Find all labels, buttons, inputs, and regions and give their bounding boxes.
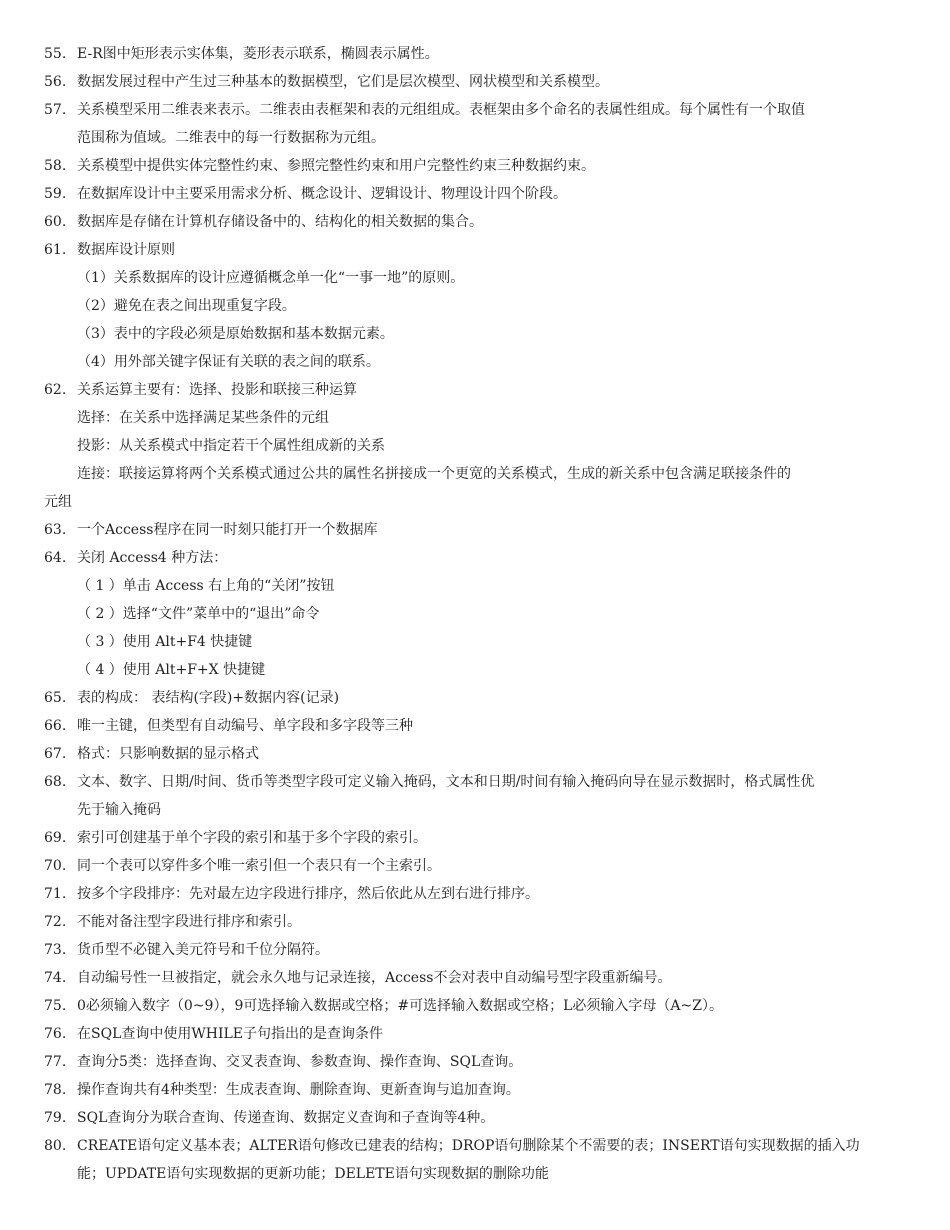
item-text: （ 3 ）使用 Alt+F4 快捷键 [77, 634, 253, 650]
item-number: 58. [44, 158, 67, 174]
item-text: 范围称为值域。二维表中的每一行数据称为元组。 [77, 130, 385, 146]
item-number: 59. [44, 186, 67, 202]
list-item-line [44, 712, 910, 740]
item-number: 61. [44, 242, 67, 258]
item-text: 查询分5类：选择查询、交叉表查询、参数查询、操作查询、SQL查询。 [77, 1054, 523, 1070]
item-number: 69. [44, 830, 67, 846]
list-item-line [44, 992, 910, 1020]
list-item-line [44, 796, 910, 824]
item-text: 关闭 Access4 种方法： [77, 550, 228, 566]
list-item-line [44, 376, 910, 404]
item-text: （1）关系数据库的设计应遵循概念单一化“一事一地”的原则。 [77, 270, 465, 286]
list-item-line [44, 96, 910, 124]
item-number: 72. [44, 914, 67, 930]
item-text: E-R图中矩形表示实体集，菱形表示联系，椭圆表示属性。 [77, 46, 439, 62]
list-item-line [44, 1048, 910, 1076]
list-item-line [44, 124, 910, 152]
item-text: 数据库是存储在计算机存储设备中的、结构化的相关数据的集合。 [77, 214, 483, 230]
list-item-line [44, 880, 910, 908]
sub-item-line [44, 600, 910, 628]
list-item-line [44, 1020, 910, 1048]
sub-item-line [44, 292, 910, 320]
list-item-line [44, 68, 910, 96]
item-text: SQL查询分为联合查询、传递查询、数据定义查询和子查询等4种。 [77, 1110, 495, 1126]
list-item-line [44, 684, 910, 712]
item-text: 唯一主键，但类型有自动编号、单字段和多字段等三种 [77, 718, 413, 734]
item-number: 55. [44, 46, 67, 62]
item-text: （ 4 ）使用 Alt+F+X 快捷键 [77, 662, 266, 678]
item-text: 关系模型采用二维表来表示。二维表由表框架和表的元组组成。表框架由多个命名的表属性组成。每个属性有一个取值 [77, 102, 805, 118]
item-text: 先于输入掩码 [77, 802, 161, 818]
sub-item-line [44, 320, 910, 348]
list-item-line [44, 852, 910, 880]
item-text: 连接：联接运算将两个关系模式通过公共的属性名拼接成一个更宽的关系模式，生成的新关系中包含满足联接条件的 [77, 466, 791, 482]
sub-item-line [44, 432, 910, 460]
item-text: CREATE语句定义基本表；ALTER语句修改已建表的结构；DROP语句删除某个不需要的表；INSERT语句实现数据的插入功 [77, 1138, 860, 1154]
item-text: 索引可创建基于单个字段的索引和基于多个字段的索引。 [77, 830, 427, 846]
item-number: 63. [44, 522, 67, 538]
list-item-line [44, 180, 910, 208]
item-number: 74. [44, 970, 67, 986]
list-item-line [44, 544, 910, 572]
item-text: 自动编号性一旦被指定，就会永久地与记录连接，Access不会对表中自动编号型字段重新编号。 [77, 970, 672, 986]
item-text: 选择：在关系中选择满足某些条件的元组 [77, 410, 329, 426]
item-number: 65. [44, 690, 67, 706]
item-text: 格式：只影响数据的显示格式 [77, 746, 259, 762]
list-item-line [44, 40, 910, 68]
sub-item-line [44, 628, 910, 656]
item-number: 70. [44, 858, 67, 874]
sub-item-line [44, 348, 910, 376]
list-item-line [44, 964, 910, 992]
list-item-line [44, 1076, 910, 1104]
item-text: 同一个表可以穿件多个唯一索引但一个表只有一个主索引。 [77, 858, 441, 874]
item-number: 80. [44, 1138, 67, 1154]
item-text: 文本、数字、日期/时间、货币等类型字段可定义输入掩码，文本和日期/时间有输入掩码向导在显示数据时，格式属性优 [77, 774, 815, 790]
item-number: 64. [44, 550, 67, 566]
item-text: 0必须输入数字（0~9），9可选择输入数据或空格；#可选择输入数据或空格；L必须输入字母（A~Z）。 [77, 998, 723, 1014]
list-item-line [44, 208, 910, 236]
item-number: 73. [44, 942, 67, 958]
item-text: 按多个字段排序：先对最左边字段进行排序，然后依此从左到右进行排序。 [77, 886, 539, 902]
item-number: 57. [44, 102, 67, 118]
list-item-line [44, 768, 910, 796]
item-number: 66. [44, 718, 67, 734]
item-number: 71. [44, 886, 67, 902]
item-text: （4）用外部关键字保证有关联的表之间的联系。 [77, 354, 380, 370]
item-text: 能；UPDATE语句实现数据的更新功能；DELETE语句实现数据的删除功能 [77, 1166, 549, 1182]
item-text: 数据库设计原则 [77, 242, 175, 258]
list-item-line [44, 740, 910, 768]
item-text: （ 1 ）单击 Access 右上角的“关闭”按钮 [77, 578, 335, 594]
item-text: 关系模型中提供实体完整性约束、参照完整性约束和用户完整性约束三种数据约束。 [77, 158, 595, 174]
item-number: 67. [44, 746, 67, 762]
item-number: 76. [44, 1026, 67, 1042]
sub-item-line [44, 460, 910, 488]
item-number: 68. [44, 774, 67, 790]
list-item-line [44, 1160, 910, 1188]
item-text: （3）表中的字段必须是原始数据和基本数据元素。 [77, 326, 394, 342]
item-text: 不能对备注型字段进行排序和索引。 [77, 914, 301, 930]
item-number: 56. [44, 74, 67, 90]
list-item-line [44, 236, 910, 264]
list-item-line [44, 152, 910, 180]
item-text: 关系运算主要有：选择、投影和联接三种运算 [77, 382, 357, 398]
list-item-line [44, 516, 910, 544]
item-number: 60. [44, 214, 67, 230]
item-number: 79. [44, 1110, 67, 1126]
continuation-line [44, 488, 910, 516]
list-item-line [44, 824, 910, 852]
item-number: 78. [44, 1082, 67, 1098]
sub-item-line [44, 264, 910, 292]
item-number: 62. [44, 382, 67, 398]
item-text: 在数据库设计中主要采用需求分析、概念设计、逻辑设计、物理设计四个阶段。 [77, 186, 567, 202]
item-number: 77. [44, 1054, 67, 1070]
item-text: 在SQL查询中使用WHILE子句指出的是查询条件 [77, 1026, 384, 1042]
item-text: 一个Access程序在同一时刻只能打开一个数据库 [77, 522, 378, 538]
sub-item-line [44, 404, 910, 432]
item-text: （ 2 ）选择“文件”菜单中的“退出”命令 [77, 606, 320, 622]
item-text: 表的构成： 表结构(字段)+数据内容(记录) [77, 690, 340, 706]
item-text: 数据发展过程中产生过三种基本的数据模型，它们是层次模型、网状模型和关系模型。 [77, 74, 609, 90]
item-text: （2）避免在表之间出现重复字段。 [77, 298, 296, 314]
item-number: 75. [44, 998, 67, 1014]
item-text: 货币型不必键入美元符号和千位分隔符。 [77, 942, 329, 958]
item-text: 投影：从关系模式中指定若干个属性组成新的关系 [77, 438, 385, 454]
list-item-line [44, 1104, 910, 1132]
sub-item-line [44, 656, 910, 684]
list-item-line [44, 908, 910, 936]
item-text: 元组 [44, 494, 72, 510]
item-text: 操作查询共有4种类型：生成表查询、删除查询、更新查询与追加查询。 [77, 1082, 520, 1098]
sub-item-line [44, 572, 910, 600]
list-item-line [44, 1132, 910, 1160]
list-item-line [44, 936, 910, 964]
